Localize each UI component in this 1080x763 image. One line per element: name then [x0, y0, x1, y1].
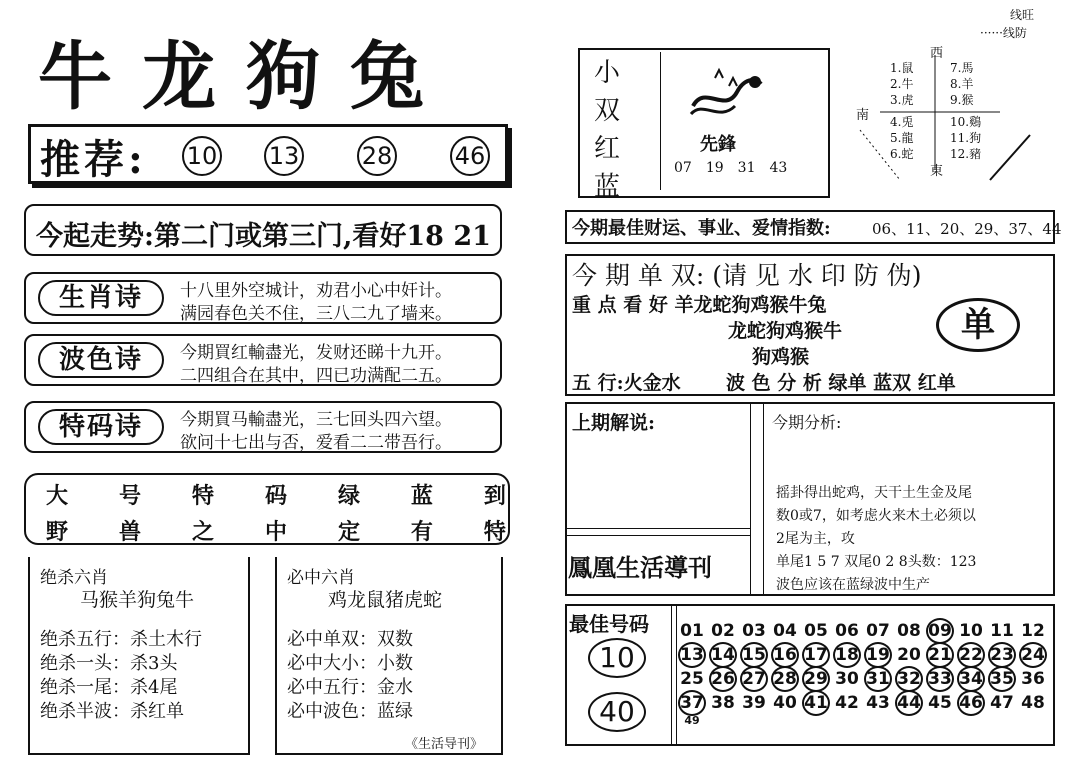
- compass-item: 8.羊: [950, 77, 974, 91]
- must-zodiac: 鸡龙鼠猪虎蛇: [328, 589, 443, 611]
- grid-number: 09: [926, 618, 954, 644]
- slogan-row: [46, 479, 506, 510]
- grid-number: 36: [1021, 669, 1045, 689]
- pioneer-label: 先鋒: [700, 134, 736, 155]
- recommend-number: 13: [264, 136, 304, 176]
- this-period-label: 今期分析:: [772, 413, 842, 432]
- slogan-char: 绿: [337, 483, 360, 509]
- compass-item: 6.蛇: [890, 147, 914, 161]
- trend-text: 今起走势:第二门或第三门,看好18 21: [36, 221, 491, 252]
- grid-number: 43: [866, 693, 890, 713]
- poem-line: 欲问十七出与否，爱看二二带吾行。: [180, 433, 452, 453]
- slogan-row: [46, 515, 506, 546]
- slogan-char: 特: [191, 483, 214, 509]
- grid-number: 19: [864, 642, 892, 668]
- analysis-line: 单尾1 5 7 双尾0 2 8头数：123: [776, 554, 977, 570]
- poem-line: 二四组合在其中，四已功满配二五。: [180, 366, 452, 386]
- pioneer-color: 蓝: [594, 172, 621, 202]
- grid-number: 38: [711, 693, 735, 713]
- brand-name: 鳳凰生活導刊: [568, 554, 712, 582]
- kill-row: 绝杀五行：杀土木行: [40, 629, 202, 650]
- grid-number: 10: [959, 621, 983, 641]
- pioneer-number: 43: [769, 160, 788, 176]
- analysis-line: 摇卦得出蛇鸡，天干土生金及尾: [776, 485, 972, 501]
- kill-title: 绝杀六肖: [40, 568, 108, 588]
- grid-number: 28: [771, 666, 799, 692]
- slogan-char: 蓝: [410, 483, 433, 509]
- single-double-line: 重 点 看 好 羊龙蛇狗鸡猴牛兔: [572, 294, 827, 316]
- grid-number: 31: [864, 666, 892, 692]
- grid-number: 30: [835, 669, 859, 689]
- compass-item: 10.鷄: [950, 115, 982, 129]
- slogan-char: 之: [191, 519, 214, 545]
- index-numbers: 06、11、20、29、37、44: [872, 220, 1062, 238]
- poem-line: 满园春色关不住，三八二九了墙来。: [180, 304, 452, 324]
- grid-number: 35: [988, 666, 1016, 692]
- pioneer-number: 19: [705, 160, 724, 176]
- grid-number: 21: [926, 642, 954, 668]
- corner-note: 线旺: [1010, 8, 1035, 22]
- slogan-banner: [24, 473, 510, 545]
- pioneer-number: 31: [737, 160, 756, 176]
- must-row: 必中单双：双数: [287, 629, 413, 650]
- grid-number: 12: [1021, 621, 1045, 641]
- pioneer-numbers: [674, 160, 787, 176]
- grid-number: 46: [957, 690, 985, 716]
- slogan-char: 定: [337, 519, 360, 545]
- number-grid: [678, 618, 1050, 742]
- page-title: 牛龙狗兔: [38, 34, 454, 120]
- compass-right-bottom: [950, 114, 981, 162]
- dragon-icon: [685, 64, 765, 126]
- slogan-char: 中: [264, 519, 287, 545]
- grid-number: 48: [1021, 693, 1045, 713]
- grid-number: 40: [773, 693, 797, 713]
- compass-item: 4.兎: [890, 115, 914, 129]
- grid-number: 07: [866, 621, 890, 641]
- kill-row: 绝杀一尾：杀4尾: [40, 677, 178, 698]
- compass-west: 西: [930, 46, 944, 61]
- grid-number: 15: [740, 642, 768, 668]
- recommend-number: 28: [357, 136, 397, 176]
- grid-number: 05: [804, 621, 828, 641]
- pioneer-color: 双: [594, 96, 621, 126]
- pioneer-divider: [660, 52, 662, 190]
- single-double-line: 狗鸡猴: [752, 346, 810, 368]
- pioneer-number: 07: [674, 160, 692, 176]
- grid-number: 04: [773, 621, 797, 641]
- grid-number: 24: [1019, 642, 1047, 668]
- trend-box: [24, 204, 502, 256]
- pioneer-color: 小: [594, 58, 621, 88]
- must-row: 必中大小：小数: [287, 653, 413, 674]
- best-label: 最佳号码: [569, 612, 649, 636]
- grid-number: 03: [742, 621, 766, 641]
- compass-item: 5.龍: [890, 131, 914, 145]
- grid-number: 42: [835, 693, 859, 713]
- grid-number: 33: [926, 666, 954, 692]
- grid-number: 17: [802, 642, 830, 668]
- grid-number: 32: [895, 666, 923, 692]
- grid-number: 37: [678, 690, 706, 716]
- grid-number: 16: [771, 642, 799, 668]
- poem-line: 今期買马輸盡光，三七回头四六望。: [180, 410, 452, 430]
- recommend-number: 10: [182, 136, 222, 176]
- recommend-number: 46: [450, 136, 490, 176]
- must-row: 必中波色：蓝绿: [287, 701, 413, 722]
- compass-item: 3.虎: [890, 93, 914, 107]
- poem-tag: 波色诗: [38, 342, 164, 378]
- analysis-line: 波色应该在蓝绿波中生产: [776, 577, 930, 593]
- grid-number: 14: [709, 642, 737, 668]
- brand-rule: [567, 528, 750, 536]
- grid-number: 01: [680, 621, 704, 641]
- grid-number: 13: [678, 642, 706, 668]
- grid-number: 06: [835, 621, 859, 641]
- compass-item: 7.馬: [950, 61, 974, 75]
- slogan-char: 号: [118, 483, 141, 509]
- kill-zodiac: 马猴羊狗兔牛: [80, 589, 195, 611]
- grid-number: 27: [740, 666, 768, 692]
- slogan-char: 野: [46, 519, 69, 545]
- compass-item: 9.猴: [950, 93, 974, 107]
- grid-number: 22: [957, 642, 985, 668]
- grid-number: 26: [709, 666, 737, 692]
- grid-number: 47: [990, 693, 1014, 713]
- single-double-line: 龙蛇狗鸡猴牛: [728, 320, 843, 342]
- slogan-char: 有: [410, 519, 433, 545]
- slogan-char: 到: [483, 483, 506, 509]
- kill-row: 绝杀一头：杀3头: [40, 653, 178, 674]
- grid-number: 29: [802, 666, 830, 692]
- best-pick: 40: [588, 692, 646, 732]
- slogan-char: 大: [46, 483, 69, 509]
- poem-line: 十八里外空城计，劝君小心中奸计。: [180, 281, 452, 301]
- analysis-line: 2尾为主，攻: [776, 531, 855, 547]
- last-period-label: 上期解说:: [572, 412, 656, 434]
- poem-line: 今期買红輸盡光，发财还睇十九开。: [180, 343, 452, 363]
- poem-box-zodiac: [24, 272, 502, 324]
- best-pick: 10: [588, 638, 646, 678]
- poem-box-wave: [24, 334, 502, 386]
- single-double-title: 今 期 单 双: (请 见 水 印 防 伪): [572, 261, 922, 290]
- grid-number: 25: [680, 669, 704, 689]
- grid-number: 18: [833, 642, 861, 668]
- grid-number: 49: [684, 714, 700, 727]
- index-label: 今期最佳财运、事业、爱情指数:: [572, 218, 831, 239]
- grid-number: 34: [957, 666, 985, 692]
- compass-left-bottom: [890, 114, 913, 162]
- compass-right-top: [950, 60, 973, 108]
- grid-number: 08: [897, 621, 921, 641]
- slogan-char: 特: [483, 519, 506, 545]
- must-footer: 《生活导刊》: [405, 737, 484, 752]
- poem-tag: 特码诗: [38, 409, 164, 445]
- grid-number: 02: [711, 621, 735, 641]
- must-title: 必中六肖: [287, 568, 355, 588]
- compass-item: 1.鼠: [890, 61, 914, 75]
- analysis-text: [776, 482, 976, 597]
- kill-row: 绝杀半波：杀红单: [40, 701, 184, 722]
- compass-south: 南: [856, 108, 870, 123]
- pioneer-colors: [594, 54, 624, 206]
- grid-number: 39: [742, 693, 766, 713]
- analysis-line: 数0或7，如考虑火来木土必须以: [776, 508, 976, 524]
- compass-item: 11.狗: [950, 131, 982, 145]
- compass-left-top: [890, 60, 913, 108]
- grid-number: 23: [988, 642, 1016, 668]
- grid-number: 20: [897, 645, 921, 665]
- wuxing-text: 五 行:火金水: [572, 372, 681, 394]
- compass-east: 東: [930, 164, 944, 179]
- corner-note: ······线防: [980, 26, 1027, 40]
- must-row: 必中五行：金水: [287, 677, 413, 698]
- poem-box-special: [24, 401, 502, 453]
- wave-analysis: 波 色 分 析 绿单 蓝双 红单: [726, 372, 956, 394]
- compass-item: 12.豬: [950, 147, 982, 161]
- best-divider: [671, 606, 677, 744]
- recommend-label: 推荐:: [40, 136, 147, 183]
- grid-number: 45: [928, 693, 952, 713]
- slogan-char: 兽: [118, 519, 141, 545]
- slogan-char: 码: [264, 483, 287, 509]
- compass-item: 2.牛: [890, 77, 914, 91]
- single-badge: 单: [936, 298, 1020, 352]
- grid-number: 41: [802, 690, 830, 716]
- pioneer-color: 红: [594, 134, 621, 164]
- grid-number: 44: [895, 690, 923, 716]
- poem-tag: 生肖诗: [38, 280, 164, 316]
- analysis-divider: [750, 404, 764, 594]
- grid-number: 11: [990, 621, 1014, 641]
